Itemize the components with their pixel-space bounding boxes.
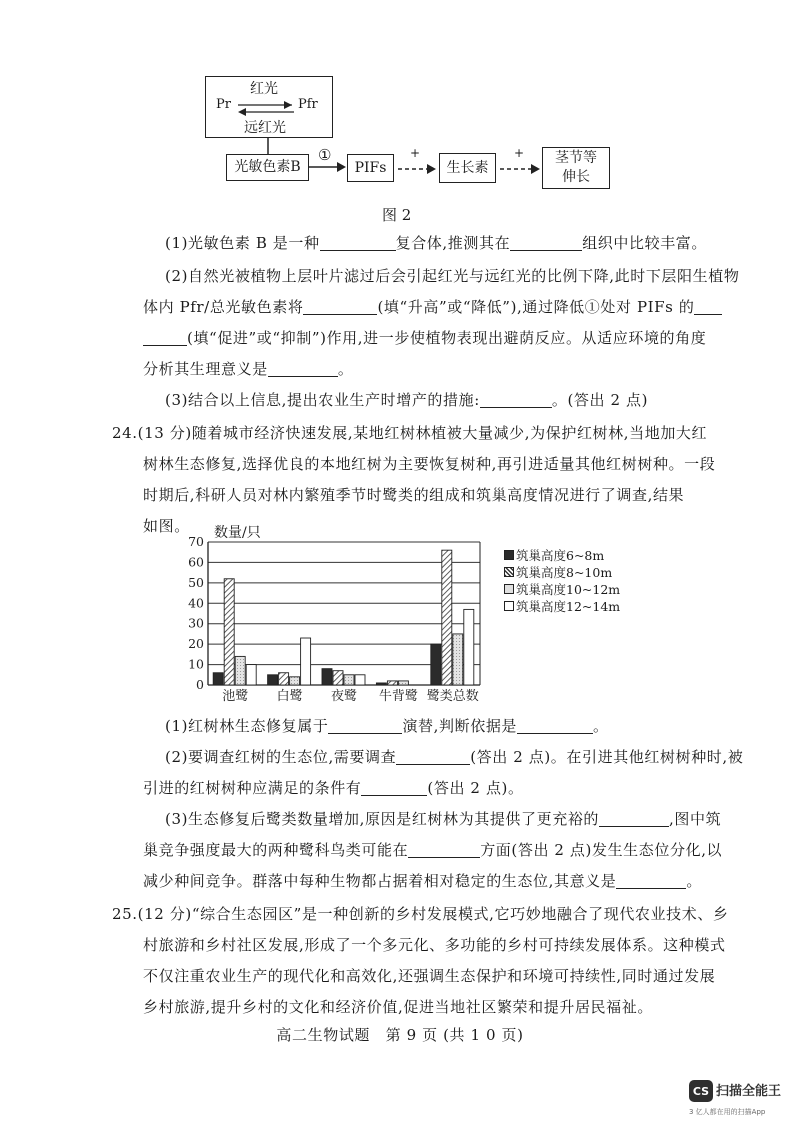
q23-part2-line3: (填“促进”或“抑制”)作用,进一步使植物表现出避荫反应。从适应环境的角度 <box>143 328 740 348</box>
legend-label-2: 筑巢高度10~12m <box>516 582 621 597</box>
red-light-label: 红光 <box>250 81 278 97</box>
legend-item-0 <box>504 548 604 563</box>
pfr-label: Pfr <box>298 97 318 112</box>
legend-swatch-3 <box>504 601 514 611</box>
q24-intro-line3: 时期后,科研人员对林内繁殖季节时鹭类的组成和筑巢高度情况进行了调查,结果 <box>143 486 685 504</box>
x-tick-牛背鹭: 牛背鹭 <box>378 689 418 704</box>
legend-swatch-0 <box>504 550 514 560</box>
dashed-arrow-pifs-to-auxin <box>396 162 438 176</box>
bar-鹭类总数-0 <box>431 644 441 685</box>
legend-item-1 <box>504 565 612 580</box>
arrow-b-to-pifs <box>309 160 347 174</box>
q23-part2-line4: 分析其生理意义是 。 <box>143 360 354 378</box>
marker-1: ① <box>318 146 332 164</box>
y-tick-70: 70 <box>188 534 204 549</box>
bar-夜鹭-3 <box>355 675 365 685</box>
q24-intro-line1: 24.(13 分)随着城市经济快速发展,某地红树林植被大量减少,为保护红树林,当地加大红 <box>112 424 708 442</box>
dashed-arrow-auxin-to-stem <box>498 162 542 176</box>
chart-legend <box>504 548 640 628</box>
pr-label: Pr <box>216 97 231 112</box>
chart-ylabel: 数量/只 <box>214 525 261 541</box>
q24-part3-line1: (3)生态修复后鹭类数量增加,原因是红树林为其提供了更充裕的 ,图中筑 <box>165 810 722 828</box>
bar-牛背鹭-0 <box>376 683 386 685</box>
bar-池鹭-1 <box>224 579 234 685</box>
far-red-light-label: 远红光 <box>244 120 286 136</box>
q24-intro-line4: 如图。 <box>143 517 190 535</box>
y-tick-0: 0 <box>196 677 204 692</box>
x-tick-白鹭: 白鹭 <box>276 689 303 704</box>
figure-2-caption: 图 2 <box>382 206 412 224</box>
legend-label-3: 筑巢高度12~14m <box>516 599 621 614</box>
y-tick-20: 20 <box>188 636 204 652</box>
q24-part2-line2: 引进的红树树种应满足的条件有 (答出 2 点)。 <box>143 779 524 797</box>
bar-白鹭-2 <box>290 677 300 685</box>
camscanner-name: 扫描全能王 <box>716 1084 782 1099</box>
camscanner-logo: CS <box>689 1080 713 1102</box>
bar-牛背鹭-2 <box>398 681 408 685</box>
q23-part2-line1: (2)自然光被植物上层叶片滤过后会引起红光与远红光的比例下降,此时下层阳生植物 <box>165 267 740 285</box>
node-stem-elongation: 茎节等伸长 <box>542 147 610 189</box>
egret-nest-chart <box>180 518 640 708</box>
y-tick-30: 30 <box>188 615 204 631</box>
q24-part2-line1: (2)要调查红树的生态位,需要调查 (答出 2 点)。在引进其他红树树种时,被 <box>165 748 744 766</box>
plus-sign-2: + <box>514 146 525 160</box>
legend-label-0: 筑巢高度6~8m <box>516 548 605 563</box>
y-tick-40: 40 <box>188 595 204 611</box>
bar-白鹭-1 <box>279 673 289 685</box>
phytochrome-conversion-box <box>205 76 333 138</box>
bar-鹭类总数-2 <box>453 634 463 685</box>
legend-swatch-1 <box>504 567 514 577</box>
q23-part3: (3)结合以上信息,提出农业生产时增产的措施: 。(答出 2 点) <box>165 391 649 409</box>
node-auxin: 生长素 <box>439 153 496 183</box>
connector-line <box>266 137 270 155</box>
q24-part3-line3: 减少种间竞争。群落中每种生物都占据着相对稳定的生态位,其意义是 。 <box>143 872 702 890</box>
x-tick-池鹭: 池鹭 <box>222 689 249 704</box>
figure-2 <box>0 0 800 230</box>
camscanner-tagline: 3 亿人都在用的扫描App <box>689 1108 766 1116</box>
bar-鹭类总数-1 <box>442 550 452 685</box>
y-tick-60: 60 <box>188 554 204 570</box>
y-tick-10: 10 <box>188 656 204 672</box>
q25-line4: 乡村旅游,提升乡村的文化和经济价值,促进当地社区繁荣和提升居民福祉。 <box>143 998 653 1016</box>
y-tick-50: 50 <box>188 574 204 590</box>
q25-line2: 村旅游和乡村社区发展,形成了一个多元化、多功能的乡村可持续发展体系。这种模式 <box>143 936 726 954</box>
bar-夜鹭-1 <box>333 671 343 685</box>
reversible-arrows <box>236 99 296 117</box>
x-tick-夜鹭: 夜鹭 <box>330 689 358 704</box>
bar-白鹭-3 <box>301 638 311 685</box>
bar-夜鹭-2 <box>344 675 354 685</box>
legend-label-1: 筑巢高度8~10m <box>516 565 613 580</box>
bar-夜鹭-0 <box>322 669 332 685</box>
legend-item-2 <box>504 582 620 597</box>
q25-line1: 25.(12 分)“综合生态园区”是一种创新的乡村发展模式,它巧妙地融合了现代农业技术、乡 <box>112 905 729 923</box>
q23-part2-line2: 体内 Pfr/总光敏色素将 (填“升高”或“降低”),通过降低①处对 PIFs 的 <box>143 297 740 317</box>
plus-sign-1: + <box>410 146 421 160</box>
bar-鹭类总数-3 <box>464 609 474 685</box>
node-pifs: PIFs <box>347 154 394 182</box>
q25-line3: 不仅注重农业生产的现代化和高效化,还强调生态保护和环境可持续性,同时通过发展 <box>143 967 716 985</box>
q23-part1: (1)光敏色素 B 是一种 复合体,推测其在 组织中比较丰富。 <box>165 234 707 252</box>
bar-白鹭-0 <box>268 675 278 685</box>
bar-池鹭-0 <box>213 673 223 685</box>
bar-池鹭-2 <box>235 656 245 685</box>
bar-池鹭-3 <box>246 665 256 685</box>
q24-intro-line2: 树林生态修复,选择优良的本地红树为主要恢复树种,再引进适量其他红树树种。一段 <box>143 455 716 473</box>
x-tick-鹭类总数: 鹭类总数 <box>426 689 479 704</box>
page-footer: 高二生物试题 第 9 页 (共 1 0 页) <box>276 1026 524 1044</box>
bar-牛背鹭-1 <box>387 681 397 685</box>
q24-part3-line2: 巢竞争强度最大的两种鹭科鸟类可能在 方面(答出 2 点)发生生态位分化,以 <box>143 841 723 859</box>
node-phytochrome-b: 光敏色素B <box>226 154 309 181</box>
q24-part1: (1)红树林生态修复属于 演替,判断依据是 。 <box>165 717 609 735</box>
legend-swatch-2 <box>504 584 514 594</box>
legend-item-3 <box>504 599 620 614</box>
